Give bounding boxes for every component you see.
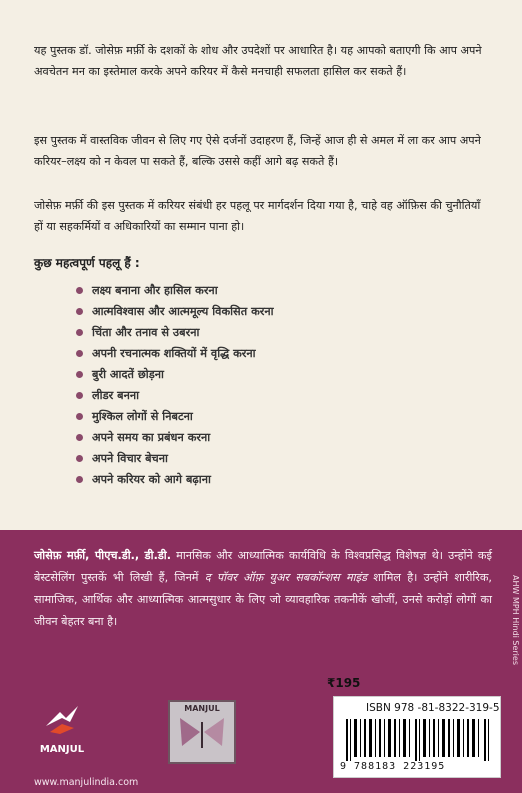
list-item-text: अपने करियर को आगे बढ़ाना — [92, 473, 211, 486]
series-logo — [168, 700, 236, 764]
bullet-icon — [76, 413, 83, 420]
list-item-text: चिंता और तनाव से उबरना — [92, 326, 200, 339]
bullet-icon — [76, 308, 83, 315]
publisher-website: www.manjulindia.com — [34, 777, 139, 788]
publisher-logo-text: MANJUL — [39, 744, 85, 755]
bullet-icon — [76, 287, 83, 294]
barcode-icon — [344, 719, 492, 761]
author-bio — [34, 545, 492, 633]
author-bio-text-1: मानसिक और आध्यात्मिक कार्यविधि के विश्वप्रसिद्ध विशेषज्ञ थे। उन्होंने कई बेस्टसेलिंग पुस्तकें भी लिखी हैं, जिनमें — [34, 549, 492, 584]
author-bio-text-2: शामिल है। उन्होंने शारीरिक, सामाजिक, आर्थिक और आध्यात्मिक आत्मसुधार के लिए जो व्यावहारिक तकनीकें खोजीं, उनसे करोड़ों लोगों का जीवन बेहतर बना है। — [34, 571, 492, 628]
bullet-icon — [76, 392, 83, 399]
isbn-text: ISBN 978 -81-8322-319-5 — [366, 702, 500, 714]
series-side-text: AHW MPH Hindi Series — [511, 575, 520, 665]
bullet-icon — [76, 371, 83, 378]
list-item — [72, 385, 274, 406]
list-item — [72, 406, 274, 427]
list-item — [72, 301, 274, 322]
series-logo-text: MANJUL — [184, 704, 220, 713]
list-item-text: लीडर बनना — [92, 389, 140, 402]
list-item-text: मुश्किल लोगों से निबटना — [92, 410, 193, 423]
list-item — [72, 280, 274, 301]
book-title: द पॉवर ऑफ़ युअर सबकॉन्शस माइंड — [204, 571, 368, 584]
list-item — [72, 448, 274, 469]
list-item-text: बुरी आदतें छोड़ना — [92, 368, 164, 381]
bullet-icon — [76, 455, 83, 462]
bullet-icon — [76, 350, 83, 357]
list-item — [72, 343, 274, 364]
blurb-paragraph-3: जोसेफ़ मर्फ़ी की इस पुस्तक में करियर संबंधी हर पहलू पर मार्गदर्शन दिया गया है, चाहे वह ऑफ़िस की चुनौतियाँ हों या सहकर्मियों व अधिकारियों का सम्मान पाना हो। — [34, 199, 481, 233]
publisher-logo — [32, 698, 92, 764]
list-item-text: अपने समय का प्रबंधन करना — [92, 431, 211, 444]
bullet-icon — [76, 329, 83, 336]
isbn-barcode — [333, 696, 501, 778]
blurb-paragraph-2: इस पुस्तक में वास्तविक जीवन से लिए गए ऐसे दर्जनों उदाहरण हैं, जिन्हें आज ही से अमल में ला कर आप अपने करियर–लक्ष्य को न केवल पा सकते हैं, बल्कि उससे कहीं आगे बढ़ सकते हैं। — [34, 134, 481, 168]
list-item — [72, 427, 274, 448]
price-label: ₹195 — [327, 676, 361, 690]
list-item-text: आत्मविश्वास और आत्ममूल्य विकसित करना — [92, 305, 274, 318]
list-item — [72, 364, 274, 385]
bullet-icon — [76, 434, 83, 441]
list-item — [72, 469, 274, 490]
author-band — [0, 530, 522, 793]
author-name: जोसेफ़ मर्फ़ी, पीएच.डी., डी.डी. — [34, 549, 171, 562]
key-points-heading: कुछ महत्वपूर्ण पहलू हैं : — [34, 256, 140, 270]
barcode-digits: 9 788183 223195 — [340, 761, 446, 772]
list-item-text: अपनी रचनात्मक शक्तियों में वृद्धि करना — [92, 347, 256, 360]
list-item — [72, 322, 274, 343]
blurb-paragraph-1: यह पुस्तक डॉ. जोसेफ़ मर्फ़ी के दशकों के शोध और उपदेशों पर आधारित है। यह आपको बताएगी कि आप अपने अवचेतन मन का इस्तेमाल करके अपने करियर में कैसे मनचाही सफलता हासिल कर सकते हैं। — [34, 44, 482, 78]
list-item-text: अपने विचार बेचना — [92, 452, 168, 465]
bird-logo-icon — [40, 698, 84, 742]
bullet-icon — [76, 476, 83, 483]
key-points-list — [72, 280, 274, 490]
list-item-text: लक्ष्य बनाना और हासिल करना — [92, 284, 218, 297]
